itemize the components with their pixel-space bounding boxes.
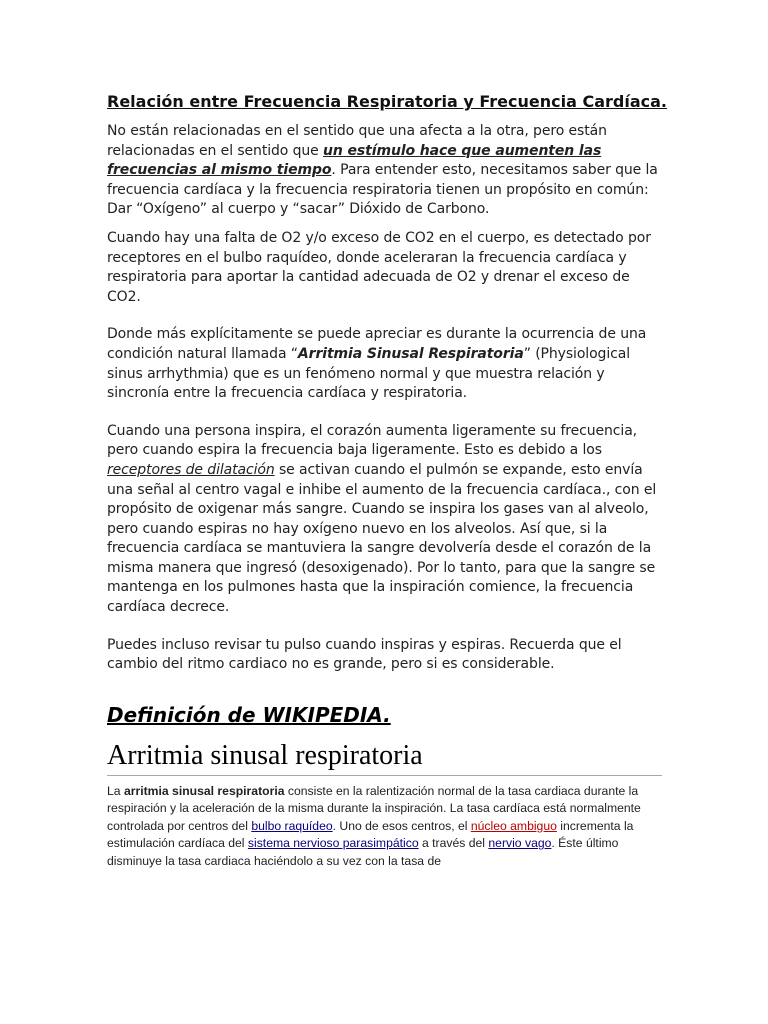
wiki-text-2: consiste en la ralentización normal de la tasa cardiaca durante la respiración y la aceleración de la misma durante la inspiración. La tasa cardíaca está normalmente controlada por centros del bbox=[107, 783, 641, 833]
wiki-text-3: . Uno de esos centros, el bbox=[332, 818, 471, 833]
document-page bbox=[107, 91, 667, 870]
p1-text-a: No están relacionadas en el sentido que una afecta a la otra, pero están relacionadas en el sentido que bbox=[107, 123, 607, 159]
p4-text-b: se activan cuando el pulmón se expande, esto envía una señal al centro vagal e inhibe el aumento de la frecuencia cardíaca., con el propósito de oxigenar más sangre. Cuando se inspira los gases van al alveolo, pero cuando espiras no hay oxígeno nuevo en los alveolos. Así que, si la frecuencia cardíaca se mantuviera la sangre devolvería desde el corazón de la misma manera que ingresó (desoxigenado). Por lo tanto, para que la sangre se mantenga en los pulmones hasta que la inspiración comience, la frecuencia cardíaca decrece. bbox=[107, 461, 657, 616]
wiki-bold-term: arritmia sinusal respiratoria bbox=[123, 783, 285, 798]
wiki-link-nucleo-ambiguo[interactable]: núcleo ambiguo bbox=[470, 818, 557, 833]
p3-text-a: Donde más explícitamente se puede apreciar es durante la ocurrencia de una condición natural llamada “ bbox=[107, 326, 647, 362]
paragraph-5: Puedes incluso revisar tu pulso cuando inspiras y espiras. Recuerda que el cambio del ritmo cardiaco no es grande, pero si es considerable. bbox=[107, 636, 622, 673]
paragraph-2: Cuando hay una falta de O2 y/o exceso de CO2 en el cuerpo, es detectado por receptores en el bulbo raquídeo, donde aceleraran la frecuencia cardíaca y respiratoria para aportar la cantidad adecuada de O2 y drenar el exceso de CO2. bbox=[107, 229, 651, 305]
wiki-text-4: incrementa la estimulación cardíaca del bbox=[107, 818, 634, 851]
wiki-article-title: Arritmia sinusal respiratoria bbox=[107, 739, 662, 776]
p3-emphasis: Arritmia Sinusal Respiratoria bbox=[297, 345, 524, 362]
wiki-link-sistema-nervioso[interactable]: sistema nervioso parasimpático bbox=[247, 836, 419, 851]
paragraph-1 bbox=[107, 122, 667, 220]
wiki-section-heading: Definición de WIKIPEDIA. bbox=[107, 702, 391, 727]
wiki-excerpt bbox=[107, 783, 662, 871]
wiki-text-5: a través del bbox=[418, 836, 489, 851]
wiki-link-bulbo-raquideo[interactable]: bulbo raquídeo bbox=[251, 818, 333, 833]
wiki-text-6: . Éste último disminuye la tasa cardiaca haciéndolo a su vez con la tasa de bbox=[107, 836, 619, 868]
page-title: Relación entre Frecuencia Respiratoria y Frecuencia Cardíaca. bbox=[107, 92, 668, 111]
paragraph-3 bbox=[107, 325, 667, 403]
p3-text-b: ” (Physiological sinus arrhythmia) que es un fenómeno normal y que muestra relación y sincronía entre la frecuencia cardíaca y respiratoria. bbox=[107, 345, 630, 402]
wiki-text-1: La bbox=[107, 783, 124, 798]
p4-text-a: Cuando una persona inspira, el corazón aumenta ligeramente su frecuencia, pero cuando espira la frecuencia baja ligeramente. Esto es debido a los bbox=[107, 422, 638, 459]
p1-emphasis: un estímulo hace que aumenten las frecuencias al mismo tiempo bbox=[107, 142, 602, 179]
p1-text-b: . Para entender esto, necesitamos saber que la frecuencia cardíaca y la frecuencia respiratoria tienen un propósito en común: Dar “Oxígeno” al cuerpo y “sacar” Dióxido de Carbono. bbox=[107, 162, 658, 218]
wiki-link-nervio-vago[interactable]: nervio vago bbox=[488, 836, 552, 851]
paragraph-4 bbox=[107, 422, 667, 618]
p4-emphasis: receptores de dilatación bbox=[107, 461, 275, 478]
